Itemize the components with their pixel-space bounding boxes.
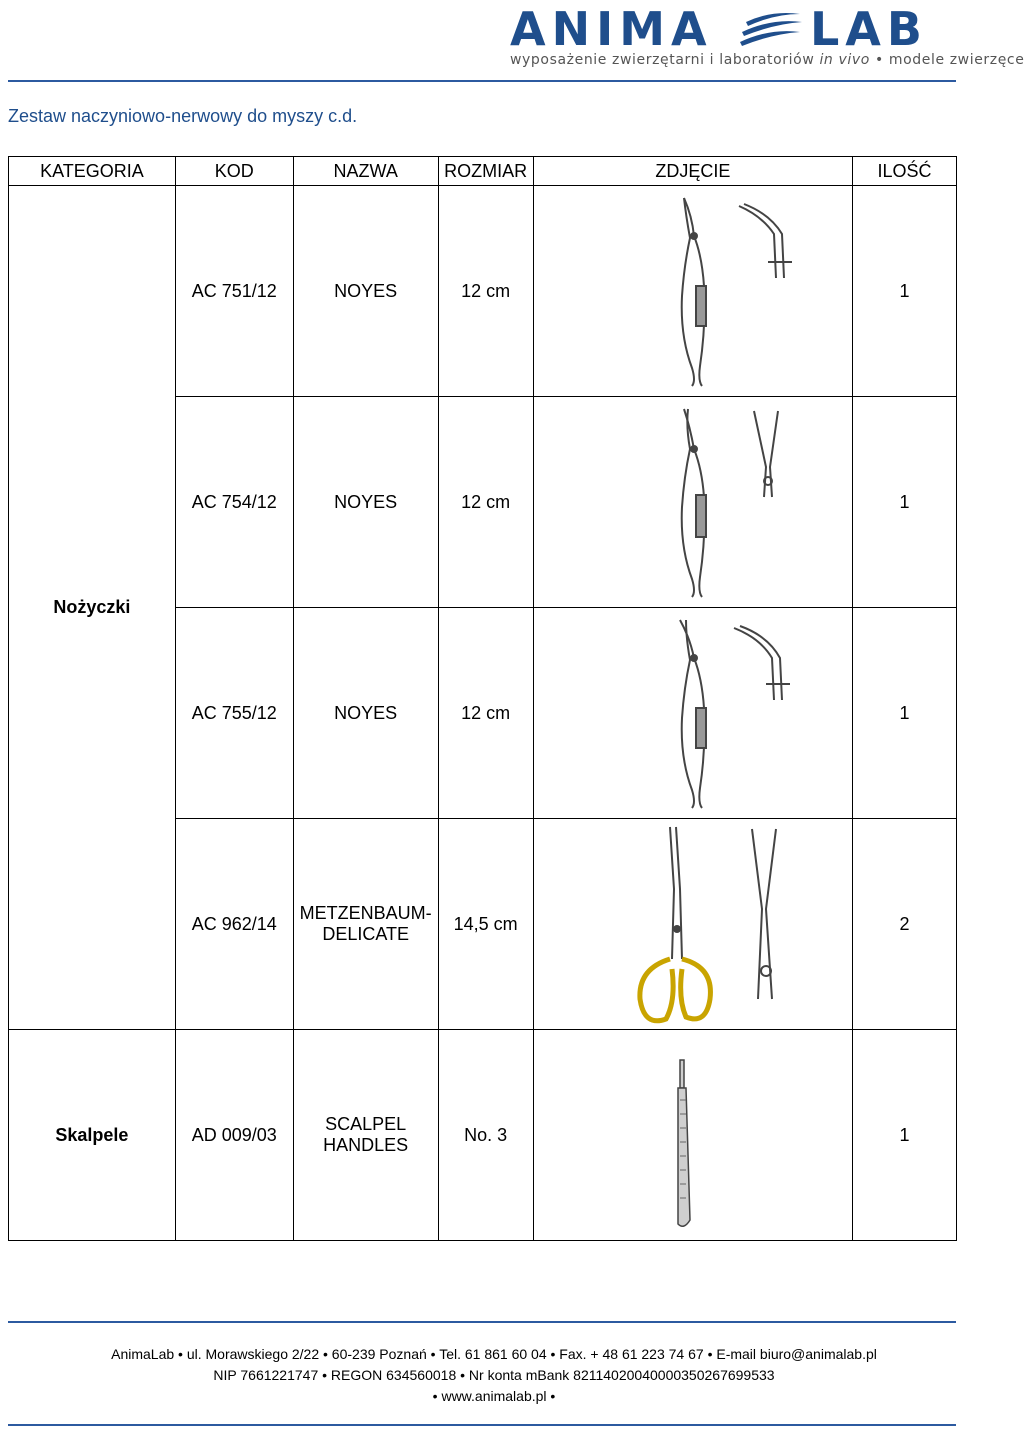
rozmiar-cell: 14,5 cm	[438, 819, 533, 1030]
footer-line-registration: NIP 7661221747 • REGON 634560018 • Nr konta mBank 82114020040000350267699533	[213, 1367, 775, 1383]
curved-spring-scissors-icon	[534, 186, 854, 396]
logo-tagline-part2: • modele zwierzęce	[874, 52, 1024, 68]
rozmiar-cell: 12 cm	[438, 608, 533, 819]
photo-cell	[533, 608, 852, 819]
ilosc-cell: 1	[853, 1030, 957, 1241]
footer-contact	[0, 1344, 988, 1407]
logo-word-anima: ANIMA	[510, 2, 713, 56]
page-title: Zestaw naczyniowo-nerwowy do myszy c.d.	[8, 106, 358, 126]
footer-line-website: • www.animalab.pl •	[432, 1388, 556, 1404]
header-kategoria: KATEGORIA	[9, 157, 176, 186]
scalpel-handle-icon	[534, 1030, 854, 1240]
photo-cell	[533, 1030, 852, 1241]
animalab-logo	[510, 2, 1024, 70]
kod-cell: AC 754/12	[175, 397, 293, 608]
table-header-row	[9, 157, 957, 186]
nazwa-cell	[293, 819, 438, 1030]
category-cell-skalpele: Skalpele	[9, 1030, 176, 1241]
logo-word-lab: LAB	[810, 2, 928, 56]
ilosc-cell: 2	[853, 819, 957, 1030]
nazwa-line2: HANDLES	[323, 1135, 409, 1155]
photo-cell	[533, 397, 852, 608]
nazwa-cell	[293, 1030, 438, 1241]
footer-divider-bottom	[8, 1424, 956, 1426]
header-kod: KOD	[175, 157, 293, 186]
photo-cell	[533, 186, 852, 397]
straight-spring-scissors-icon	[534, 397, 854, 607]
header-ilosc: ILOŚĆ	[853, 157, 957, 186]
nazwa-line2: DELICATE	[322, 924, 410, 944]
nazwa-cell: NOYES	[293, 608, 438, 819]
kod-cell: AC 755/12	[175, 608, 293, 819]
logo-wordmark	[510, 2, 940, 56]
angled-spring-scissors-icon	[534, 608, 854, 818]
ilosc-cell: 1	[853, 186, 957, 397]
kod-cell: AC 751/12	[175, 186, 293, 397]
product-table	[8, 156, 957, 1241]
header-zdjecie: ZDJĘCIE	[533, 157, 852, 186]
nazwa-line1: METZENBAUM-	[299, 903, 432, 923]
footer-line-address: AnimaLab • ul. Morawskiego 2/22 • 60-239 Poznań • Tel. 61 861 60 04 • Fax. + 48 61 223 74 67 • E-mail biuro@animalab.pl	[111, 1346, 877, 1362]
rozmiar-cell: 12 cm	[438, 397, 533, 608]
logo-tagline	[510, 52, 1024, 68]
header-rozmiar: ROZMIAR	[438, 157, 533, 186]
ilosc-cell: 1	[853, 608, 957, 819]
logo-swoosh-icon	[738, 8, 806, 52]
kod-cell: AC 962/14	[175, 819, 293, 1030]
category-cell-nozyczki: Nożyczki	[9, 186, 176, 1030]
rozmiar-cell: No. 3	[438, 1030, 533, 1241]
table-row	[9, 186, 957, 397]
photo-cell	[533, 819, 852, 1030]
footer-divider-top	[8, 1321, 956, 1323]
ilosc-cell: 1	[853, 397, 957, 608]
logo-tagline-italic: in vivo	[819, 52, 870, 68]
kod-cell: AD 009/03	[175, 1030, 293, 1241]
header-divider	[8, 80, 956, 82]
nazwa-line1: SCALPEL	[325, 1114, 407, 1134]
logo-tagline-part1: wyposażenie zwierzętarni i laboratoriów	[510, 52, 815, 68]
metzenbaum-scissors-icon	[534, 819, 854, 1029]
header-nazwa: NAZWA	[293, 157, 438, 186]
rozmiar-cell: 12 cm	[438, 186, 533, 397]
nazwa-cell: NOYES	[293, 186, 438, 397]
table-row	[9, 1030, 957, 1241]
nazwa-cell: NOYES	[293, 397, 438, 608]
